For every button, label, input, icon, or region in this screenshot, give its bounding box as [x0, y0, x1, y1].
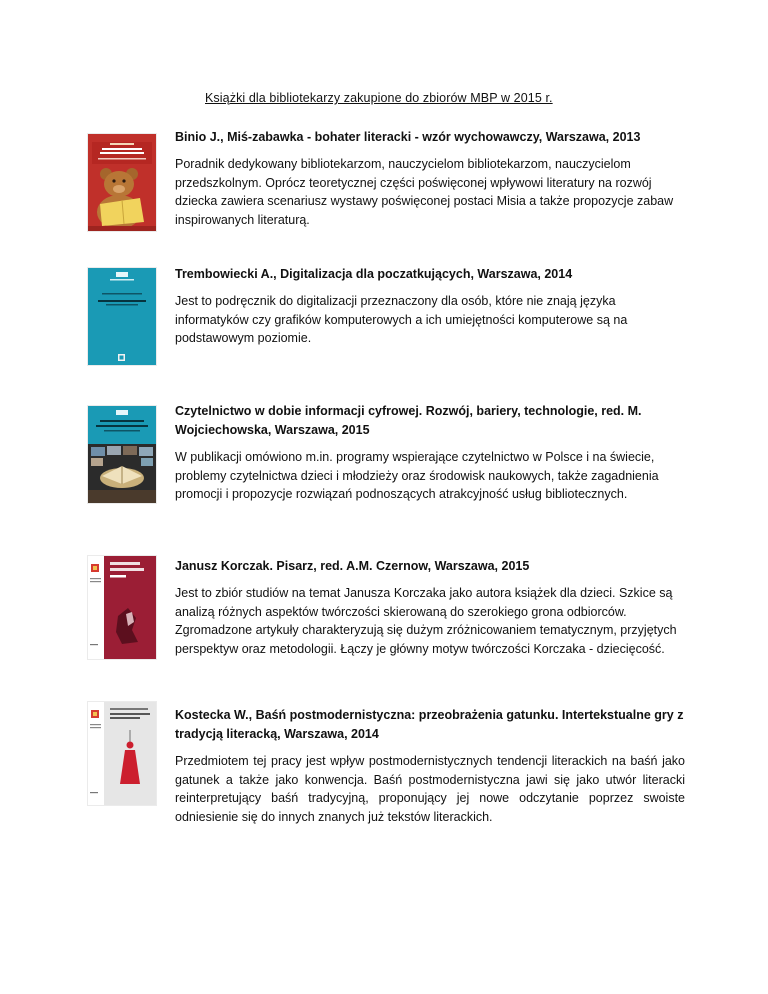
book-description: Przedmiotem tej pracy jest wpływ postmodernistycznych tendencji literackich na baśń jako gatunek a także jako konwencja. Baśń postmodernistyczna jawi się jako utwór literacki reinterpretujący baśń tradycyjną, proponujący jej nowe odczytanie poprzez swoiste odniesienie się do innych znanych już tekstów literackich.: [175, 754, 685, 824]
red-figure-cover-icon: [88, 702, 156, 805]
page-title: Książki dla bibliotekarzy zakupione do zbiorów MBP w 2015 r.: [205, 91, 553, 105]
book-title: Kostecka W., Baśń postmodernistyczna: przeobrażenia gatunku. Intertekstualne gry z tradycją literacką, Warszawa, 2014: [175, 708, 684, 741]
teddy-bear-cover-icon: [88, 134, 156, 231]
korczak-cover-icon: [88, 556, 156, 659]
book-title: Janusz Korczak. Pisarz, red. A.M. Czernow, Warszawa, 2015: [175, 559, 530, 573]
book-description: Jest to zbiór studiów na temat Janusza Korczaka jako autora książek dla dzieci. Szkice są analizą różnych aspektów twórczości skierowaną do szerokiego grona odbiorców. Zgromadzone artykuły charakteryzują się dużym zróżnicowaniem tematycznym, przyjętych perspektyw oraz metodologii. Łączy je główny motyw twórczości Korczaka - dziecięcość.: [175, 586, 677, 656]
book-title: Czytelnictwo w dobie informacji cyfrowej. Rozwój, bariery, technologie, red. M. Wojciechowska, Warszawa, 2015: [175, 404, 642, 437]
book-title: Trembowiecki A., Digitalizacja dla poczatkujących, Warszawa, 2014: [175, 267, 573, 281]
book-description: W publikacji omówiono m.in. programy wspierające czytelnictwo w Polsce i na świecie, problemy czytelnictwa dzieci i młodzieży oraz środowisk naukowych, także zagadnienia promocji i propozycje rozwiązań podnoszących atrakcyjność usług bibliotecznych.: [175, 450, 659, 501]
book-description: Jest to podręcznik do digitalizacji przeznaczony dla osób, które nie znają języka informatyków czy grafików komputerowych a ich umiejętności komputerowe są na podstawowym poziomie.: [175, 294, 628, 345]
book-title: Binio J., Miś-zabawka - bohater literacki - wzór wychowawczy, Warszawa, 2013: [175, 130, 641, 144]
book-description: Poradnik dedykowany bibliotekarzom, nauczycielom bibliotekarzom, nauczycielom przedszkolnym. Oprócz teoretycznej części poświęconej wpływowi literatury na rozwój dziecka zawiera scenariusz wystawy poświęconej postaci Misia a także propozycje zabaw inspirowanych literaturą.: [175, 157, 674, 227]
teal-cover-icon: [88, 268, 156, 365]
open-book-screens-cover-icon: [88, 406, 156, 503]
